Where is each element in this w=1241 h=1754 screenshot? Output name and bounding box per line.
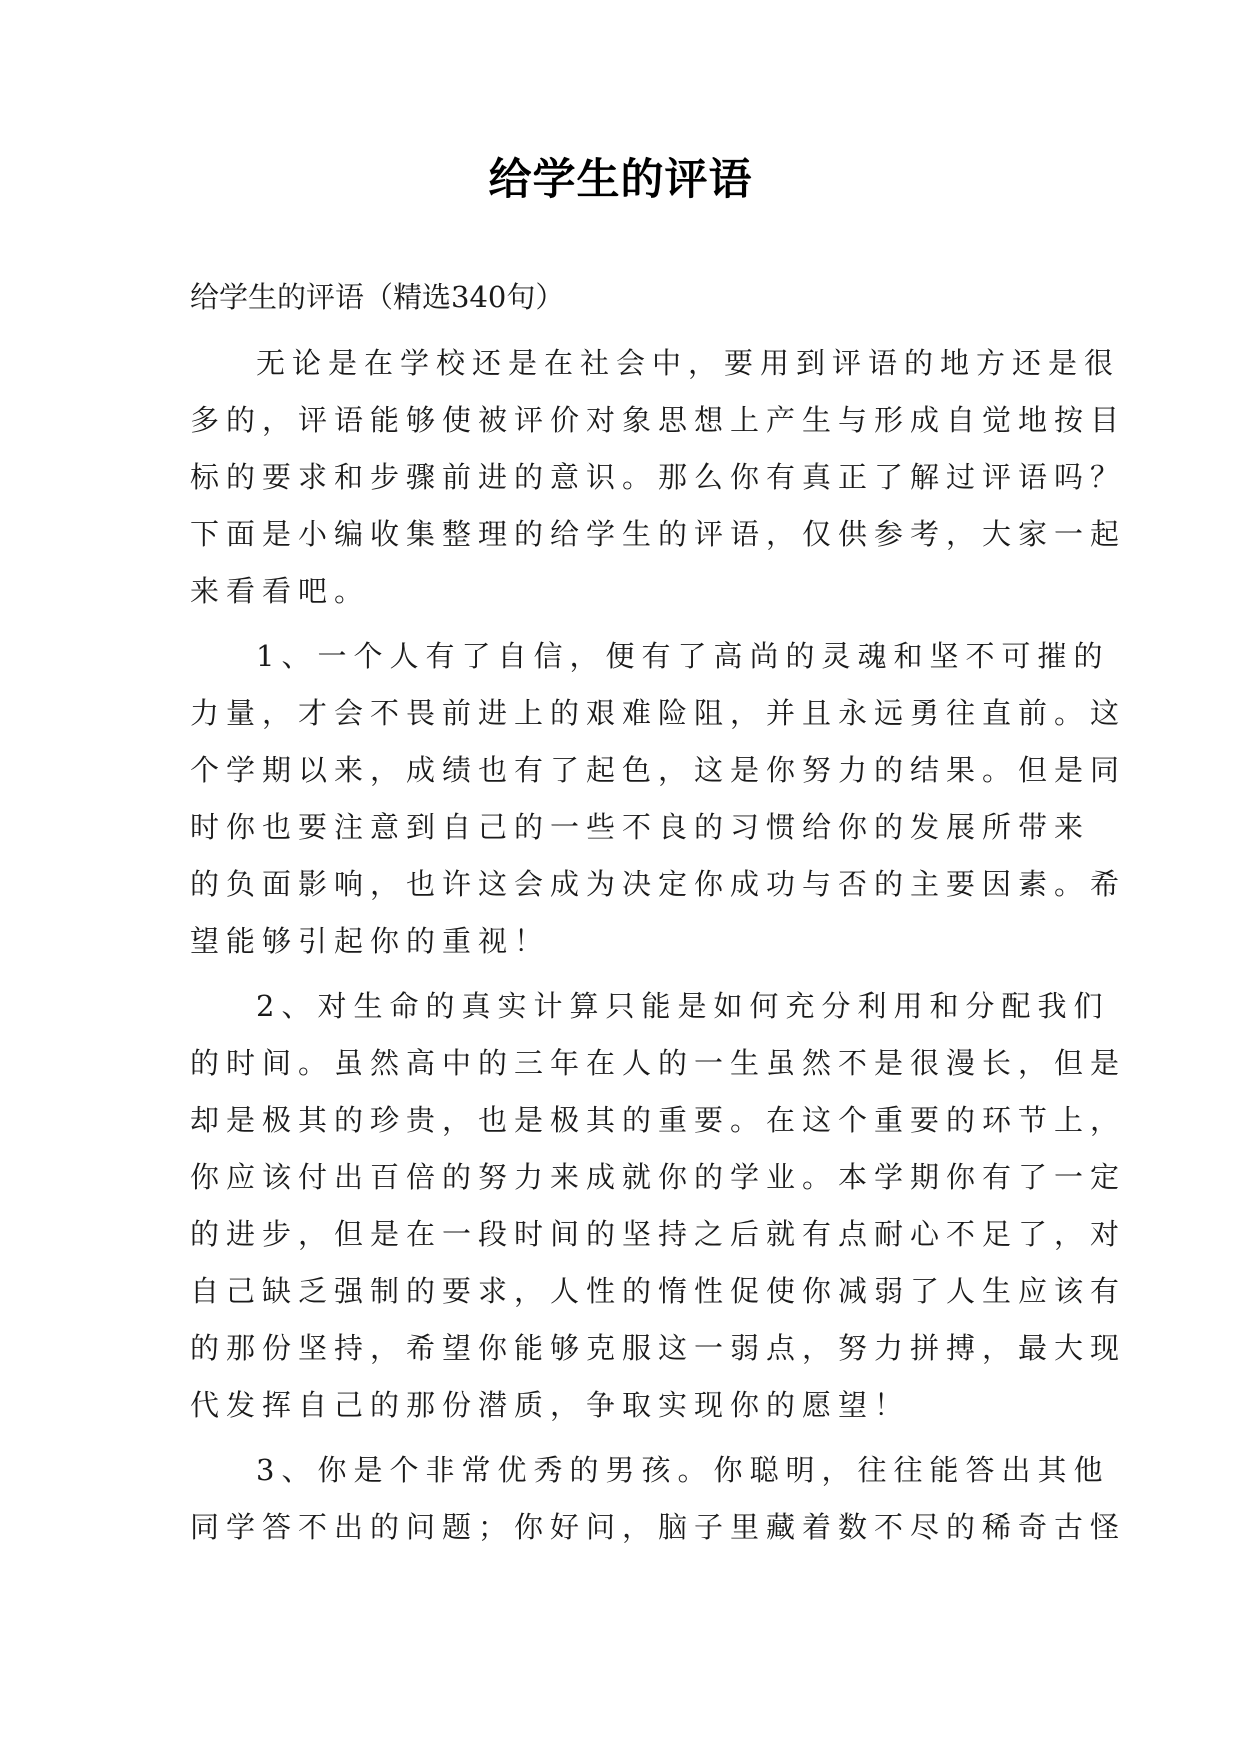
text-line: 望能够引起你的重视！ xyxy=(190,924,551,958)
text-line: 标的要求和步骤前进的意识。那么你有真正了解过评语吗？ xyxy=(190,460,1127,494)
text-line: 的负面影响，也许这会成为决定你成功与否的主要因素。希 xyxy=(190,867,1127,901)
text-line: 你应该付出百倍的努力来成就你的学业。本学期你有了一定 xyxy=(190,1160,1127,1194)
text-line: 却是极其的珍贵，也是极其的重要。在这个重要的环节上， xyxy=(190,1103,1127,1137)
text-line: 的时间。虽然高中的三年在人的一生虽然不是很漫长，但是 xyxy=(190,1046,1127,1080)
text-line: 无论是在学校还是在社会中，要用到评语的地方还是很 xyxy=(256,346,1121,380)
text-line: 多的，评语能够使被评价对象思想上产生与形成自觉地按目 xyxy=(190,403,1127,437)
document-title: 给学生的评语 xyxy=(488,155,753,205)
text-line: 代发挥自己的那份潜质，争取实现你的愿望！ xyxy=(190,1388,911,1422)
text-line: 下面是小编收集整理的给学生的评语，仅供参考，大家一起 xyxy=(190,517,1127,551)
text-line: 个学期以来，成绩也有了起色，这是你努力的结果。但是同 xyxy=(190,753,1127,787)
subtitle-line: 给学生的评语（精选340句） xyxy=(190,280,565,314)
text-line: 同学答不出的问题；你好问，脑子里藏着数不尽的稀奇古怪 xyxy=(190,1510,1127,1544)
text-line: 来看看吧。 xyxy=(190,574,371,608)
text-line: 2、对生命的真实计算只能是如何充分利用和分配我们 xyxy=(256,989,1110,1023)
text-line: 的那份坚持，希望你能够克服这一弱点，努力拼搏，最大现 xyxy=(190,1331,1127,1365)
text-line: 时你也要注意到自己的一些不良的习惯给你的发展所带来 xyxy=(190,810,1091,844)
text-line: 1、一个人有了自信，便有了高尚的灵魂和坚不可摧的 xyxy=(256,639,1110,673)
text-line: 力量，才会不畏前进上的艰难险阻，并且永远勇往直前。这 xyxy=(190,696,1127,730)
text-line: 自己缺乏强制的要求，人性的惰性促使你减弱了人生应该有 xyxy=(190,1274,1127,1308)
text-line: 的进步，但是在一段时间的坚持之后就有点耐心不足了，对 xyxy=(190,1217,1127,1251)
text-line: 3、你是个非常优秀的男孩。你聪明，往往能答出其他 xyxy=(256,1453,1110,1487)
